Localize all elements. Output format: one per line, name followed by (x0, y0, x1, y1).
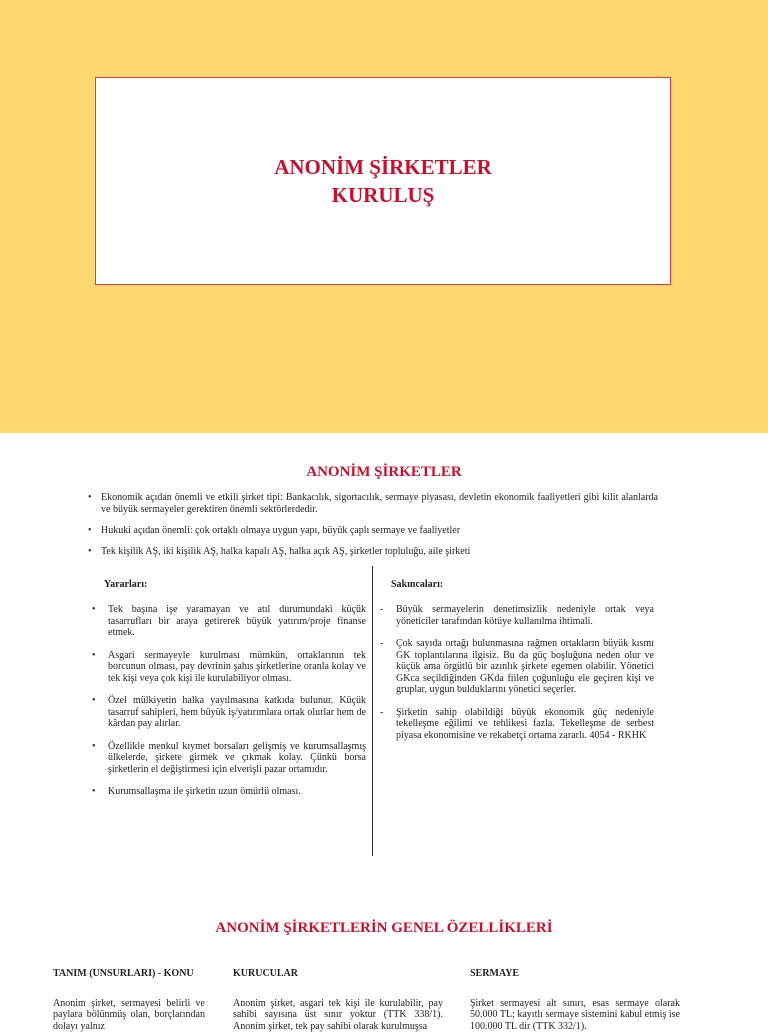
slide-heading: ANONİM ŞİRKETLER (0, 464, 768, 481)
disadvantage-item: - Çok sayıda ortağı bulunmasına rağmen ortakların büyük kısmı GK toplantılarına ilgisiz. Bu da güç boşluğuna neden olur ve küçük ama örgütlü bir azınlık şirkete egemen olabilir. Yönetici GKca seçildiğinden GKda fiilen çoğunluğu ele geçiren kişi ve gruplar, uygun bulduklarını yönetici seçerler. (380, 638, 654, 696)
features-heading: ANONİM ŞİRKETLERİN GENEL ÖZELLİKLERİ (0, 920, 768, 937)
slide-title-line1: ANONİM ŞİRKETLER (274, 153, 492, 181)
disadvantage-item: - Şirketin sahip olabildiği büyük ekonomik güç nedeniyle tekelleşme eğilimi ve tehlikesi fazla. Tekelleşme de serbest piyasa ekonomisine ve rekabetçi ortama zararlı. 4054 - RKHK (380, 707, 654, 742)
advantage-item: • Tek başına işe yaramayan ve atıl durumundaki küçük tasarrufları bir araya getirerek büyük yatırım/proje finanse etmek. (92, 604, 366, 639)
intro-bullet: • Ekonomik açıdan önemli ve etkili şirket tipi: Bankacılık, sigortacılık, sermaye piyasası, devletin ekonomik faaliyetleri gibi kilit alanlarda ve büyük sermayeler gerektiren önemli sektörlerdedir. (88, 492, 658, 516)
disadvantages-list (380, 604, 654, 752)
slide-title-line2: KURULUŞ (332, 181, 435, 209)
advantages-heading: Yararları: (104, 579, 147, 590)
definition-heading: TANIM (UNSURLARI) - KONU (53, 968, 205, 980)
founders-heading: KURUCULAR (233, 968, 443, 980)
advantage-item: • Özel mülkiyetin halka yayılmasına katkıda bulunur. Küçük tasarruf sahipleri, hem büyük iş/yatırımlara ortak olurlar hem de kârdan pay alırlar. (92, 695, 366, 730)
capital-text: Şirket sermayesi alt sınırı, esas sermaye olarak 50.000 TL; kayıtlı sermaye sistemini kabul etmiş ise 100.000 TL dir (TTK 332/1). (470, 998, 680, 1032)
intro-bullet: • Hukuki açıdan önemli: çok ortaklı olmaya uygun yapı, büyük çaplı sermaye ve faaliyetler (88, 525, 658, 537)
capital-column (470, 968, 680, 1032)
intro-bullet: • Tek kişilik AŞ, iki kişilik AŞ, halka kapalı AŞ, halka açık AŞ, şirketler topluluğu, aile şirketi (88, 546, 658, 558)
advantage-item: • Asgari sermayeyle kurulması mümkün, ortaklarının tek borcunun olması, pay devrinin şahıs şirketlerine oranla kolay ve tek kişi veya çok kişi ile kurulabiliyor olması. (92, 650, 366, 685)
founders-text: Anonim şirket, asgari tek kişi ile kurulabilir, pay sahibi sayısına üst sınır yoktur (TTK 338/1). Anonim şirket, tek pay sahibi olarak kurulmuşsa (233, 998, 443, 1032)
title-box (95, 77, 671, 285)
title-slide (0, 0, 768, 433)
advantages-list (92, 604, 366, 809)
definition-column (53, 968, 205, 1032)
founders-column (233, 968, 443, 1032)
intro-bullet-list (88, 492, 658, 567)
advantage-item: • Özellikle menkul kıymet borsaları gelişmiş ve kurumsallaşmış ülkelerde, şirkete girmek ve çıkmak kolay. Çünkü borsa şirketlerin el değiştirmesi için elverişli pazar ortamıdır. (92, 741, 366, 776)
disadvantage-item: - Büyük sermayelerin denetimsizlik nedeniyle ortak veya yöneticiler tarafından kötüye kullanılma ihtimali. (380, 604, 654, 627)
capital-heading: SERMAYE (470, 968, 680, 980)
column-divider (372, 566, 373, 856)
disadvantages-heading: Sakıncaları: (391, 579, 443, 590)
advantage-item: • Kurumsallaşma ile şirketin uzun ömürlü olması. (92, 786, 366, 798)
definition-text: Anonim şirket, sermayesi belirli ve paylara bölünmüş olan, borçlarından dolayı yalnız (53, 998, 205, 1032)
